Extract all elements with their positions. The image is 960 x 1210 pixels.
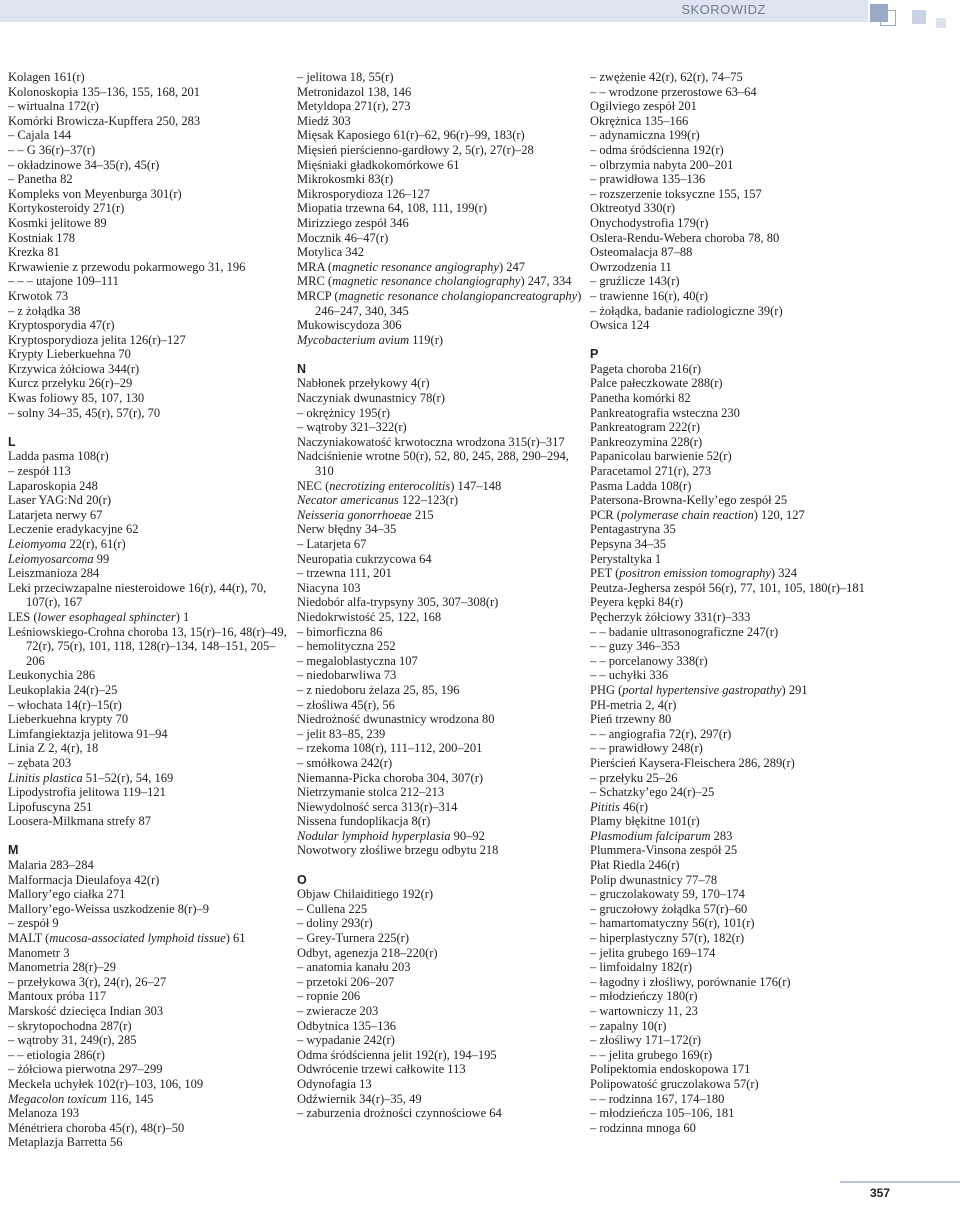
index-entry: Mięsak Kaposiego 61(r)–62, 96(r)–99, 183(r) [297,128,525,143]
index-entry: – jelit 83–85, 239 [297,726,386,741]
index-entry: – zespół 113 [8,464,71,479]
index-entry: Latarjeta nerwy 67 [8,507,103,522]
index-entry: Mięsień pierścienno-gardłowy 2, 5(r), 27(r)–28 [297,142,534,157]
index-entry: Mikrosporydioza 126–127 [297,186,430,201]
index-entry: Pierścień Kaysera-Fleischera 286, 289(r) [590,755,795,770]
index-entry: LES (lower esophageal sphincter) 1 [8,609,190,624]
index-entry: – młodzieńczy 180(r) [590,989,698,1004]
index-entry: Perystaltyka 1 [590,551,662,566]
index-entry: Lipodystrofia jelitowa 119–121 [8,785,166,800]
index-entry: Melanoza 193 [8,1106,80,1121]
index-entry: – solny 34–35, 45(r), 57(r), 70 [8,405,161,420]
index-entry: Kompleks von Meyenburga 301(r) [8,186,182,201]
index-entry: – doliny 293(r) [297,916,373,931]
header-bar [0,0,868,22]
index-entry: – zespół 9 [8,916,59,931]
index-entry: Krypty Lieberkuehna 70 [8,347,131,362]
index-entry: Metronidazol 138, 146 [297,84,412,99]
index-entry: Plummera-Vinsona zespół 25 [590,843,738,858]
index-entry: – anatomia kanału 203 [297,960,411,975]
index-section-letter: P [590,347,599,362]
index-entry: Niacyna 103 [297,580,361,595]
index-entry: – jelita grubego 169–174 [590,945,716,960]
index-entry: Oslera-Rendu-Webera choroba 78, 80 [590,230,780,245]
index-entry: – rzekoma 108(r), 111–112, 200–201 [297,741,483,756]
index-entry: Leiszmanioza 284 [8,566,100,581]
index-entry: Pankreozymina 228(r) [590,434,703,449]
index-entry: Naczyniak dwunastnicy 78(r) [297,391,445,406]
index-entry: Kwas foliowy 85, 107, 130 [8,391,145,406]
index-entry: – z niedoboru żelaza 25, 85, 196 [297,682,460,697]
index-entry: – – angiografia 72(r), 297(r) [590,726,732,741]
index-entry: Leki przeciwzapalne niesteroidowe 16(r), 44(r), 70, 107(r), 167 [8,580,267,610]
index-entry: Niedrożność dwunastnicy wrodzona 80 [297,712,495,727]
footer-rule [840,1181,960,1183]
index-entry: Leczenie eradykacyjne 62 [8,522,139,537]
index-entry: Lieberkuehna krypty 70 [8,712,129,727]
index-entry: – młodzieńcza 105–106, 181 [590,1106,735,1121]
index-entry: Pasma Ladda 108(r) [590,478,692,493]
index-entry: – zwężenie 42(r), 62(r), 74–75 [590,70,743,84]
index-entry: Necator americanus 122–123(r) [297,493,459,508]
index-entry: Palce pałeczkowate 288(r) [590,376,723,391]
index-entry: – Cajala 144 [8,128,72,143]
index-entry: Nietrzymanie stolca 212–213 [297,785,445,800]
index-entry: Pititis 46(r) [590,799,648,814]
index-entry: – zwieracze 203 [297,1004,379,1018]
index-entry: Niewydolność serca 313(r)–314 [297,799,458,814]
index-entry: – – porcelanowy 338(r) [590,653,708,668]
index-entry: Peutza-Jeghersa zespół 56(r), 77, 101, 105, 180(r)–181 [590,580,865,595]
index-entry: – wypadanie 242(r) [297,1033,395,1048]
index-entry: Kosmki jelitowe 89 [8,215,107,230]
index-entry: – hamartomatyczny 56(r), 101(r) [590,916,755,931]
index-entry: Leukoplakia 24(r)–25 [8,682,118,697]
index-entry: – okładzinowe 34–35(r), 45(r) [8,157,160,172]
index-entry: Mikrokosmki 83(r) [297,172,394,187]
index-entry: Mukowiscydoza 306 [297,318,402,333]
index-entry: Pepsyna 34–35 [590,537,667,551]
index-entry: Owsica 124 [590,318,650,333]
index-entry: – Grey-Turnera 225(r) [297,931,410,946]
index-entry: – Cullena 225 [297,901,368,916]
index-entry: – trawienne 16(r), 40(r) [590,288,709,303]
index-entry: Manometr 3 [8,945,70,960]
index-entry: Odma śródścienna jelit 192(r), 194–195 [297,1047,497,1062]
index-entry: – Latarjeta 67 [297,537,367,551]
index-entry: Plasmodium falciparum 283 [590,828,733,843]
index-entry: Laser YAG:Nd 20(r) [8,493,111,508]
index-entry: Mallory’ego-Weissa uszkodzenie 8(r)–9 [8,901,210,916]
index-entry: Krwotok 73 [8,288,69,303]
index-entry: – wirtualna 172(r) [8,99,99,114]
index-entry: Krwawienie z przewodu pokarmowego 31, 196 [8,259,246,274]
index-entry: Nadciśnienie wrotne 50(r), 52, 80, 245, 288, 290–294, 310 [297,449,569,479]
index-entry: Polipektomia endoskopowa 171 [590,1062,751,1077]
index-entry: Leiomyosarcoma 99 [8,551,110,566]
index-entry: – gruczolakowaty 59, 170–174 [590,887,745,902]
index-column-1 [8,70,293,1150]
index-entry: Kolagen 161(r) [8,70,85,84]
index-entry: MRC (magnetic resonance cholangiography) 247, 334 [297,274,572,289]
index-entry: Mocznik 46–47(r) [297,230,389,245]
deco-square-outline [880,10,896,26]
index-entry: Leiomyoma 22(r), 61(r) [8,537,126,551]
index-entry: Komórki Browicza-Kupffera 250, 283 [8,113,201,128]
index-entry: Mantoux próba 117 [8,989,107,1004]
index-entry: – rodzinna mnoga 60 [590,1120,696,1135]
index-entry: Pęcherzyk żółciowy 331(r)–333 [590,609,751,624]
index-entry: – złośliwa 45(r), 56 [297,697,395,712]
index-entry: – wątroby 31, 249(r), 285 [8,1033,137,1048]
index-entry: Neisseria gonorrhoeae 215 [297,507,434,522]
index-entry: Papanicolau barwienie 52(r) [590,449,732,464]
index-entry: Megacolon toxicum 116, 145 [8,1091,154,1106]
index-entry: Laparoskopia 248 [8,478,98,493]
index-entry: Objaw Chilaiditiego 192(r) [297,887,434,902]
index-entry: – włochata 14(r)–15(r) [8,697,122,712]
index-entry: PCR (polymerase chain reaction) 120, 127 [590,507,805,522]
index-entry: Neuropatia cukrzycowa 64 [297,551,432,566]
index-entry: Ménétriera choroba 45(r), 48(r)–50 [8,1120,185,1135]
index-entry: NEC (necrotizing enterocolitis) 147–148 [297,478,502,493]
index-entry: – rozszerzenie toksyczne 155, 157 [590,186,762,201]
index-entry: Ogilviego zespół 201 [590,99,697,114]
index-entry: – – prawidłowy 248(r) [590,741,703,756]
index-entry: Płat Riedla 246(r) [590,858,680,873]
corner-decoration [864,0,960,46]
index-entry: Leukonychia 286 [8,668,96,683]
index-entry: – wątroby 321–322(r) [297,420,407,435]
index-entry: Loosera-Milkmana strefy 87 [8,814,152,829]
index-entry: – hiperplastyczny 57(r), 182(r) [590,931,745,946]
index-entry: Lipofuscyna 251 [8,799,93,814]
index-entry: – przełykowa 3(r), 24(r), 26–27 [8,974,167,989]
index-entry: – łagodny i złośliwy, porównanie 176(r) [590,974,791,989]
index-entry: PET (positron emission tomography) 324 [590,566,797,581]
index-section-letter: N [297,361,307,376]
index-entry: – zapalny 10(r) [590,1018,667,1033]
index-entry: – trzewna 111, 201 [297,566,392,581]
index-entry: MRA (magnetic resonance angiography) 247 [297,259,525,274]
index-column-2 [297,70,582,1121]
index-entry: Malaria 283–284 [8,858,94,873]
index-entry: Miopatia trzewna 64, 108, 111, 199(r) [297,201,487,216]
index-entry: Nowotwory złośliwe brzegu odbytu 218 [297,843,499,858]
index-entry: Odbyt, agenezja 218–220(r) [297,945,438,960]
index-entry: Metyldopa 271(r), 273 [297,99,411,114]
index-entry: Osteomalacja 87–88 [590,245,693,260]
index-entry: Mięśniaki gładkokomórkowe 61 [297,157,460,172]
index-entry: – olbrzymia nabyta 200–201 [590,157,734,172]
index-entry: Panetha komórki 82 [590,391,691,406]
index-entry: – bimorficzna 86 [297,624,383,639]
index-entry: – niedobarwliwa 73 [297,668,397,683]
index-entry: – wartowniczy 11, 23 [590,1004,698,1018]
index-entry: Okrężnica 135–166 [590,113,689,128]
index-entry: Patersona-Browna-Kelly’ego zespół 25 [590,493,788,508]
index-entry: Oktreotyd 330(r) [590,201,676,216]
index-entry: – jelitowa 18, 55(r) [297,70,394,84]
index-entry: Krezka 81 [8,245,60,260]
index-entry: Motylica 342 [297,245,365,260]
index-entry: – hemolityczna 252 [297,639,396,654]
index-entry: Paracetamol 271(r), 273 [590,464,712,479]
index-entry: Leśniowskiego-Crohna choroba 13, 15(r)–16, 48(r)–49, 72(r), 75(r), 101, 118, 128(r)–134, 148–151, 205–206 [8,624,287,668]
index-section-letter: L [8,434,16,449]
index-entry: Polip dwunastnicy 77–78 [590,872,718,887]
page-number: 357 [869,1186,890,1200]
index-entry: Malformacja Dieulafoya 42(r) [8,872,160,887]
index-entry: Kortykosteroidy 271(r) [8,201,125,216]
index-entry: Nodular lymphoid hyperplasia 90–92 [297,828,485,843]
index-entry: – skrytopochodna 287(r) [8,1018,132,1033]
index-entry: – okrężnicy 195(r) [297,405,391,420]
index-entry: Marskość dziecięca Indian 303 [8,1004,164,1018]
index-entry: Owrzodzenia 11 [590,259,672,274]
index-entry: Linia Z 2, 4(r), 18 [8,741,99,756]
index-entry: – – uchyłki 336 [590,668,669,683]
index-entry: – megaloblastyczna 107 [297,653,418,668]
index-entry: Miedź 303 [297,113,351,128]
index-entry: – smółkowa 242(r) [297,755,393,770]
index-entry: Pentagastryna 35 [590,522,676,537]
index-entry: – – badanie ultrasonograficzne 247(r) [590,624,779,639]
index-column-3 [590,70,875,1135]
index-entry: Pień trzewny 80 [590,712,672,727]
index-entry: Odbytnica 135–136 [297,1018,396,1033]
index-entry: – – rodzinna 167, 174–180 [590,1091,725,1106]
index-entry: Metaplazja Barretta 56 [8,1135,123,1150]
index-entry: Nabłonek przełykowy 4(r) [297,376,430,391]
index-entry: Mirizziego zespół 346 [297,215,409,230]
index-entry: Mallory’ego ciałka 271 [8,887,126,902]
index-entry: Meckela uchyłek 102(r)–103, 106, 109 [8,1076,204,1091]
index-entry: – – etiologia 286(r) [8,1047,105,1062]
index-entry: Onychodystrofia 179(r) [590,215,709,230]
index-entry: Nerw błędny 34–35 [297,522,397,537]
deco-square-light-small [936,18,946,28]
index-entry: Mycobacterium avium 119(r) [297,332,444,347]
index-entry: – złośliwy 171–172(r) [590,1033,702,1048]
index-entry: – Panetha 82 [8,172,73,187]
index-entry: MALT (mucosa-associated lymphoid tissue) 61 [8,931,246,946]
index-entry: Plamy błękitne 101(r) [590,814,700,829]
index-entry: Polipowatość gruczolakowa 57(r) [590,1076,759,1091]
index-entry: Kryptosporydioza jelita 126(r)–127 [8,332,186,347]
deco-square-light [912,10,926,24]
index-entry: – gruczołowy żołądka 57(r)–60 [590,901,748,916]
index-entry: Odźwiernik 34(r)–35, 49 [297,1091,422,1106]
index-entry: Ladda pasma 108(r) [8,449,109,464]
index-entry: – gruźlicze 143(r) [590,274,680,289]
index-entry: – adynamiczna 199(r) [590,128,700,143]
index-entry: – zaburzenia drożności czynnościowe 64 [297,1106,502,1121]
index-entry: – – wrodzone przerostowe 63–64 [590,84,757,99]
index-entry: Odynofagia 13 [297,1076,372,1091]
index-entry: – przełyku 25–26 [590,770,678,785]
index-entry: – – guzy 346–353 [590,639,680,654]
index-section-letter: O [297,872,307,887]
index-entry: – – jelita grubego 169(r) [590,1047,713,1062]
index-entry: – – – utajone 109–111 [8,274,119,289]
index-entry: Kurcz przełyku 26(r)–29 [8,376,133,391]
index-entry: Kryptosporydia 47(r) [8,318,115,333]
index-entry: – odma śródścienna 192(r) [590,142,724,157]
index-entry: – przetoki 206–207 [297,974,395,989]
index-entry: – prawidłowa 135–136 [590,172,706,187]
index-entry: Nissena fundoplikacja 8(r) [297,814,431,829]
index-entry: Naczyniakowatość krwotoczna wrodzona 315(r)–317 [297,434,565,449]
index-entry: Manometria 28(r)–29 [8,960,116,975]
index-entry: Pageta choroba 216(r) [590,361,702,376]
index-entry: – ropnie 206 [297,989,361,1004]
index-entry: – żołądka, badanie radiologiczne 39(r) [590,303,783,318]
index-entry: – z żołądka 38 [8,303,81,318]
index-entry: Linitis plastica 51–52(r), 54, 169 [8,770,174,785]
index-entry: Niedobór alfa-trypsyny 305, 307–308(r) [297,595,499,610]
index-entry: Kolonoskopia 135–136, 155, 168, 201 [8,84,201,99]
index-entry: Pankreatogram 222(r) [590,420,701,435]
index-entry: – limfoidalny 182(r) [590,960,693,975]
header-title: SKOROWIDZ [681,2,766,17]
index-entry: PHG (portal hypertensive gastropathy) 291 [590,682,808,697]
index-entry: MRCP (magnetic resonance cholangiopancreatography) 246–247, 340, 345 [297,288,582,318]
index-entry: Odwrócenie trzewi całkowite 113 [297,1062,466,1077]
index-section-letter: M [8,843,19,858]
index-entry: Niedokrwistość 25, 122, 168 [297,609,442,624]
index-entry: Krzywica żółciowa 344(r) [8,361,140,376]
index-entry: PH-metria 2, 4(r) [590,697,677,712]
index-entry: Peyera kępki 84(r) [590,595,684,610]
index-entry: – żółciowa pierwotna 297–299 [8,1062,163,1077]
index-entry: Niemanna-Picka choroba 304, 307(r) [297,770,484,785]
index-entry: Limfangiektazja jelitowa 91–94 [8,726,168,741]
index-entry: – zębata 203 [8,755,72,770]
index-entry: – – G 36(r)–37(r) [8,142,96,157]
index-entry: Kostniak 178 [8,230,76,245]
index-entry: – Schatzky’ego 24(r)–25 [590,785,715,800]
index-entry: Pankreatografia wsteczna 230 [590,405,740,420]
